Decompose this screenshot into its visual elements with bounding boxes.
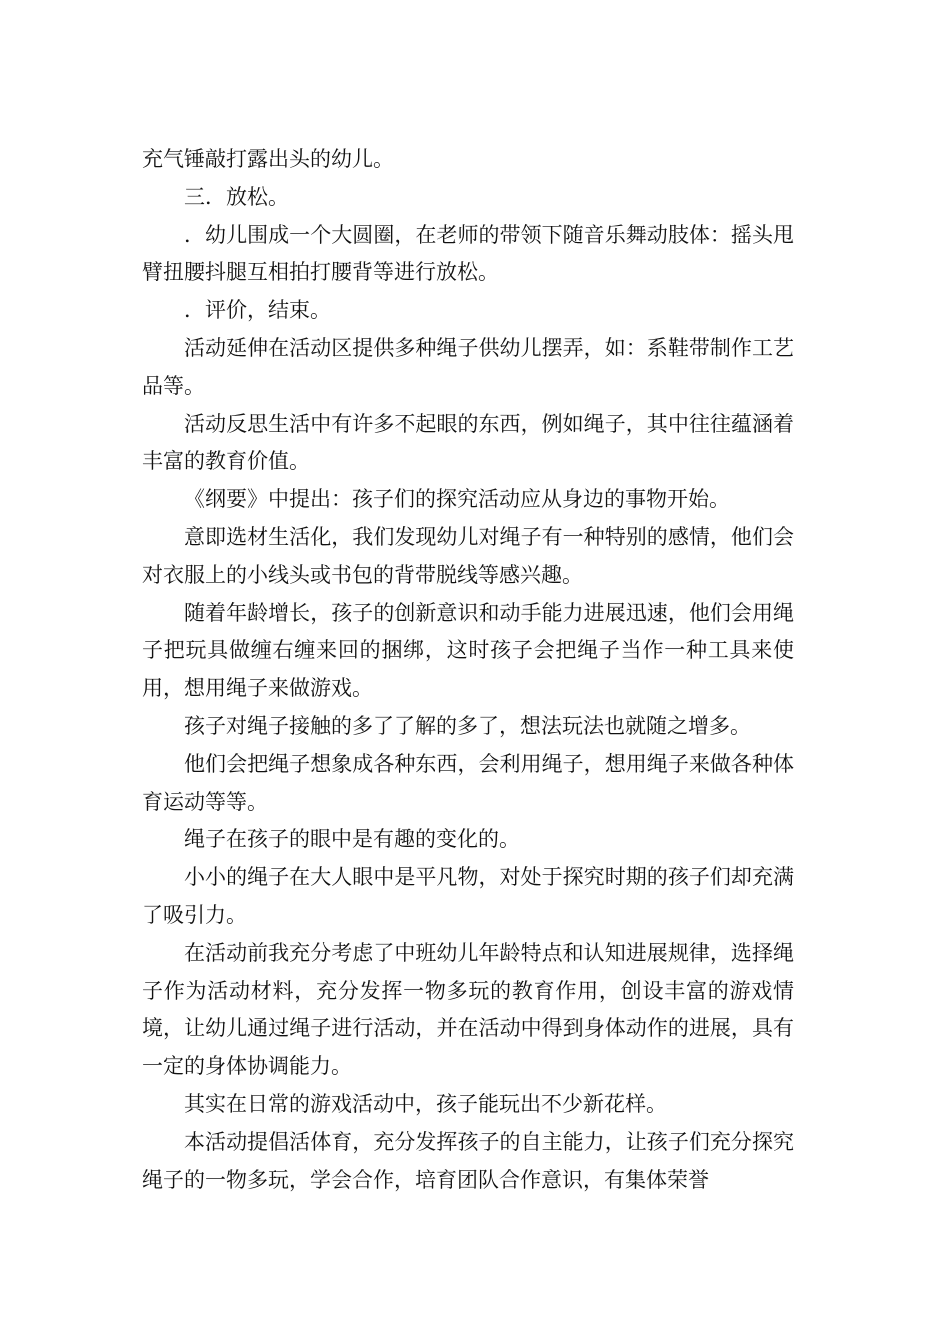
paragraph: 小小的绳子在大人眼中是平凡物，对处于探究时期的孩子们却充满了吸引力。 <box>142 865 794 927</box>
paragraph: 活动延伸在活动区提供多种绳子供幼儿摆弄，如：系鞋带制作工艺品等。 <box>142 335 794 398</box>
paragraph: ．评价，结束。 <box>184 298 331 323</box>
paragraph: ．幼儿围成一个大圆圈，在老师的带领下随音乐舞动肢体：摇头甩臂扭腰抖腿互相拍打腰背等进行放松。 <box>142 222 794 285</box>
paragraph: 孩子对绳子接触的多了了解的多了，想法玩法也就随之增多。 <box>184 713 751 738</box>
paragraph: 他们会把绳子想象成各种东西，会利用绳子，想用绳子来做各种体育运动等等。 <box>142 751 794 814</box>
document-body <box>142 141 794 1199</box>
paragraph: 本活动提倡活体育，充分发挥孩子的自主能力，让孩子们充分探究绳子的一物多玩，学会合作，培育团队合作意识，有集体荣誉 <box>142 1129 794 1192</box>
paragraph: 活动反思生活中有许多不起眼的东西，例如绳子，其中往往蕴涵着丰富的教育价值。 <box>142 411 794 474</box>
paragraph: 意即选材生活化，我们发现幼儿对绳子有一种特别的感情，他们会对衣服上的小线头或书包的背带脱线等感兴趣。 <box>142 524 794 587</box>
paragraph: 随着年龄增长，孩子的创新意识和动手能力进展迅速，他们会用绳子把玩具做缠右缠来回的捆绑，这时孩子会把绳子当作一种工具来使用，想用绳子来做游戏。 <box>142 600 794 701</box>
paragraph: 绳子在孩子的眼中是有趣的变化的。 <box>184 827 520 852</box>
paragraph: 充气锤敲打露出头的幼儿。 <box>142 147 394 171</box>
paragraph: 三．放松。 <box>184 184 289 209</box>
paragraph: 在活动前我充分考虑了中班幼儿年龄特点和认知进展规律，选择绳子作为活动材料，充分发挥一物多玩的教育作用，创设丰富的游戏情境，让幼儿通过绳子进行活动，并在活动中得到身体动作的进展，具有一定的身体协调能力。 <box>142 940 794 1079</box>
paragraph: 其实在日常的游戏活动中，孩子能玩出不少新花样。 <box>184 1091 667 1116</box>
paragraph: 《纲要》中提出：孩子们的探究活动应从身边的事物开始。 <box>184 487 730 512</box>
